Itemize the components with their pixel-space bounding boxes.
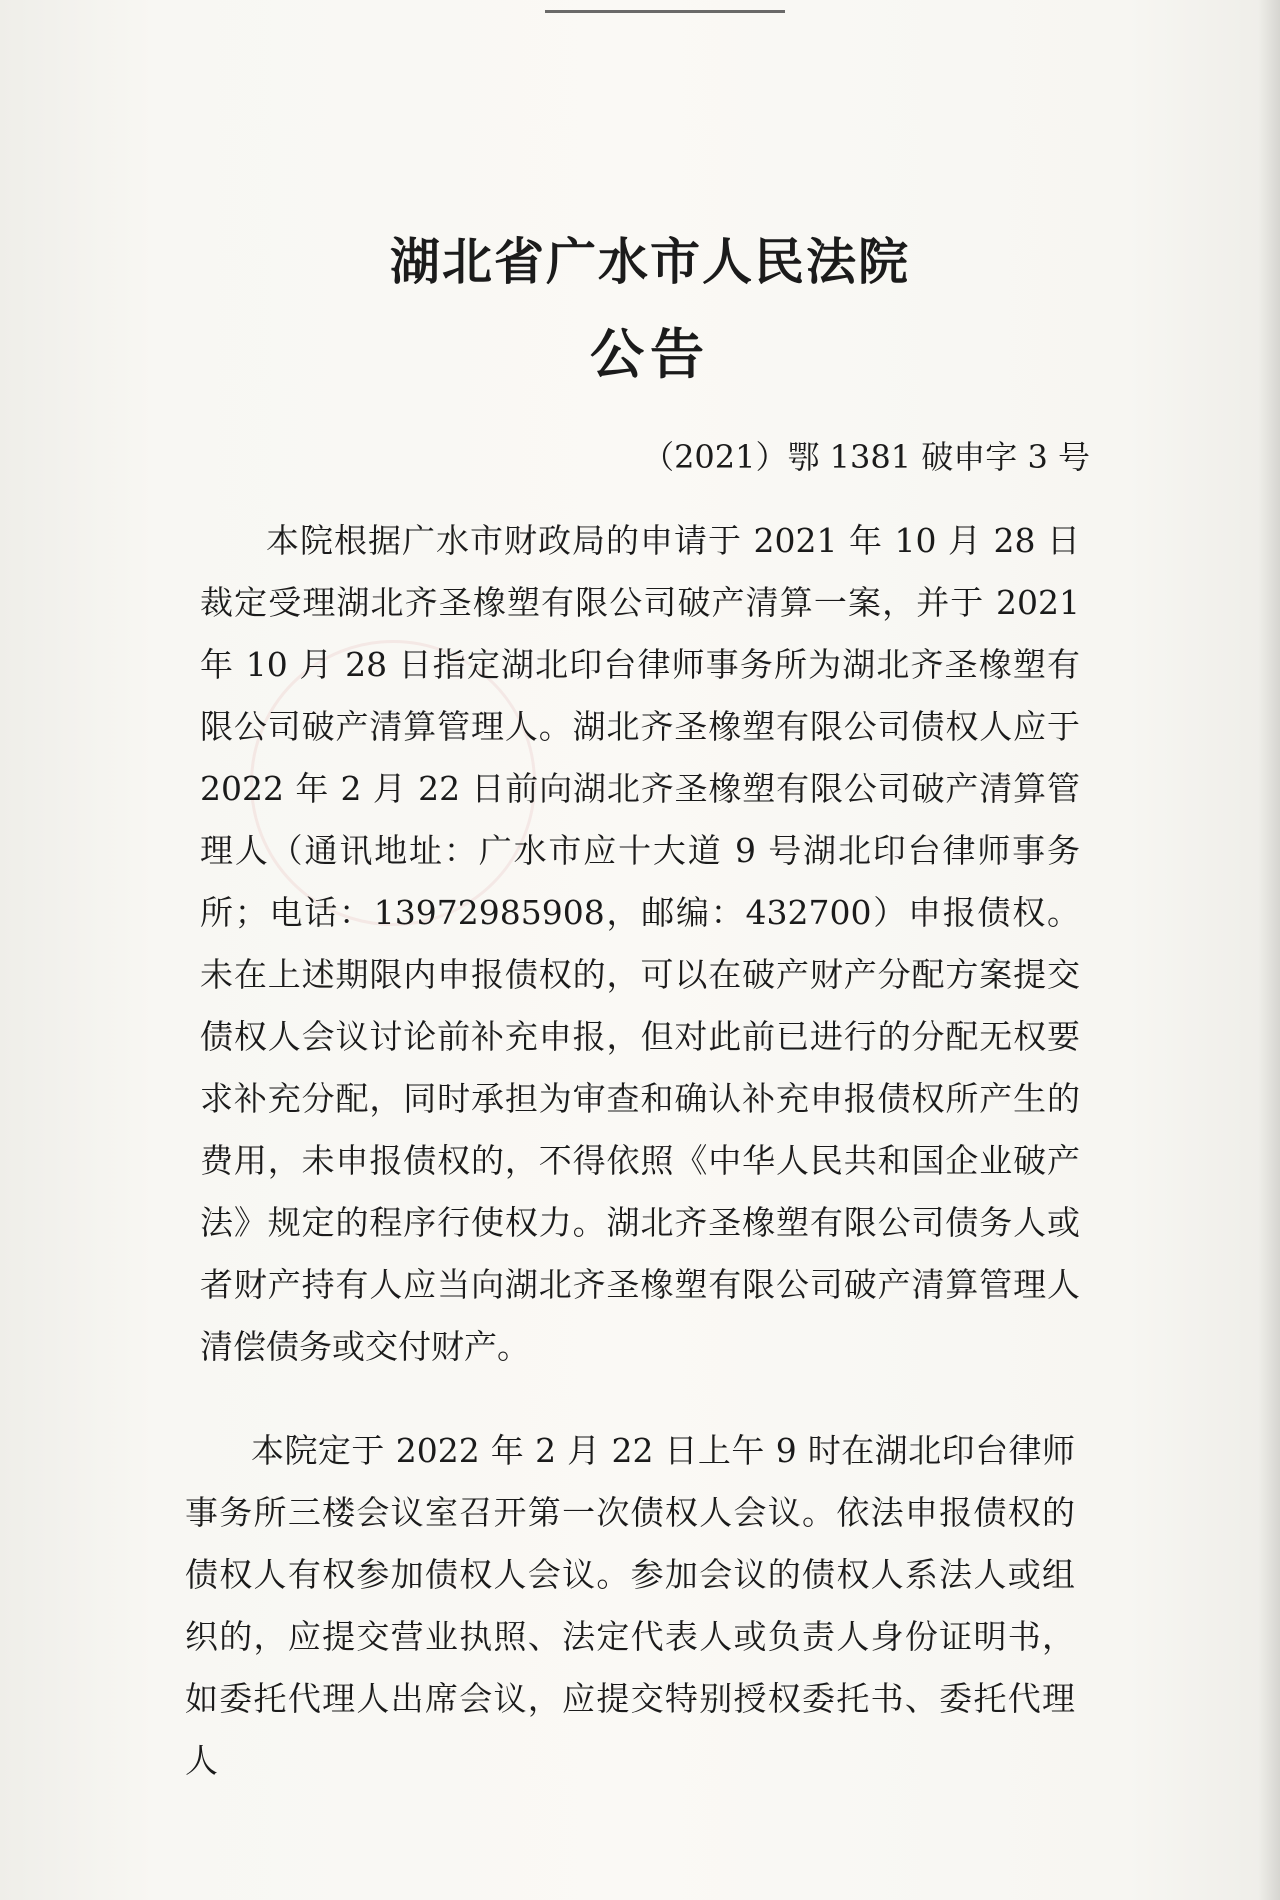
announcement-heading: 公告	[590, 322, 710, 386]
top-edge-rule	[545, 10, 785, 13]
announcement-paragraph-1: 本院根据广水市财政局的申请于 2021 年 10 月 28 日裁定受理湖北齐圣橡塑有限公司破产清算一案，并于 2021 年 10 月 28 日指定湖北印台律师事务所为湖北齐圣橡塑有限公司破产清算管理人。湖北齐圣橡塑有限公司债权人应于 2022 年 2 月 22 日前向湖北齐圣橡塑有限公司破产清算管理人（通讯地址：广水市应十大道 9 号湖北印台律师事务所；电话：13972985908，邮编：432700）申报债权。未在上述期限内申报债权的，可以在破产财产分配方案提交债权人会议讨论前补充申报，但对此前已进行的分配无权要求补充分配，同时承担为审查和确认补充申报债权所产生的费用，未申报债权的，不得依照《中华人民共和国企业破产法》规定的程序行使权力。湖北齐圣橡塑有限公司债务人或者财产持有人应当向湖北齐圣橡塑有限公司破产清算管理人清偿债务或交付财产。	[200, 521, 1080, 1366]
case-number: （2021）鄂 1381 破申字 3 号	[642, 438, 1090, 476]
announcement-paragraph-2: 本院定于 2022 年 2 月 22 日上午 9 时在湖北印台律师事务所三楼会议室召开第一次债权人会议。依法申报债权的债权人有权参加债权人会议。参加会议的债权人系法人或组织的，应提交营业执照、法定代表人或负责人身份证明书，如委托代理人出席会议，应提交特别授权委托书、委托代理人	[185, 1431, 1075, 1780]
court-name-title: 湖北省广水市人民法院	[390, 232, 910, 291]
